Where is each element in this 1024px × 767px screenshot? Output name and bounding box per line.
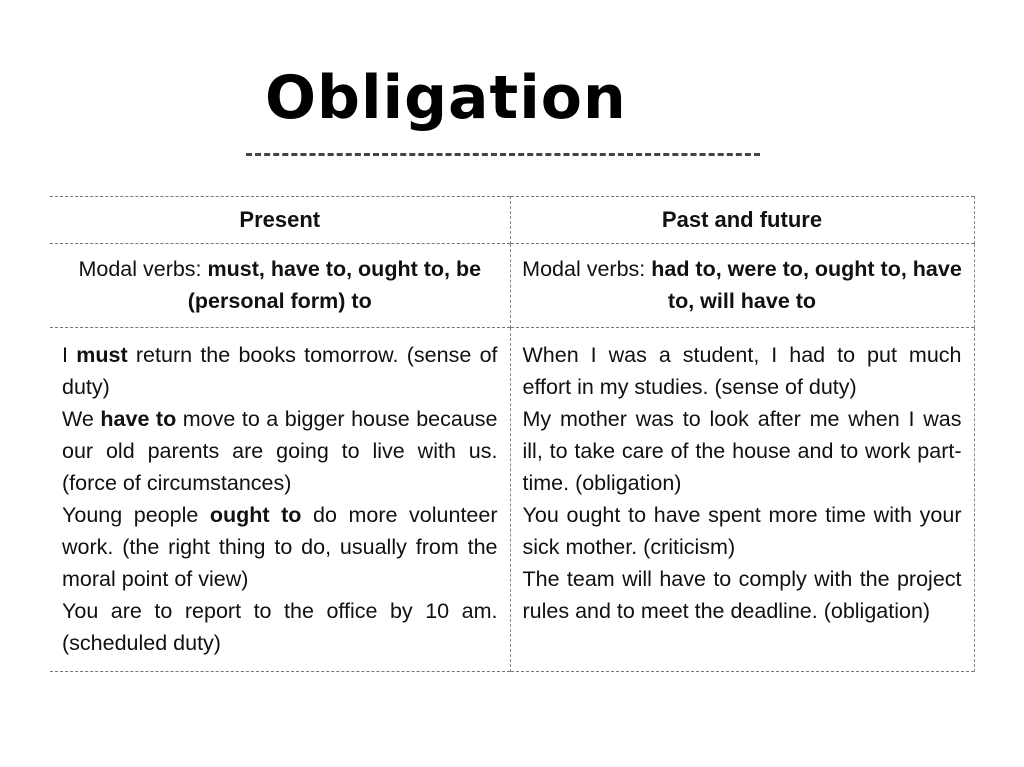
present-examples xyxy=(50,328,510,672)
past-example: The team will have to comply with the project rules and to meet the deadline. (obligation) xyxy=(522,567,962,623)
examples-row xyxy=(50,328,974,672)
header-present: Present xyxy=(239,207,321,232)
obligation-table xyxy=(50,196,975,672)
present-example: I must return the books tomorrow. (sense of duty) xyxy=(62,343,498,399)
present-modal-list: must, have to, ought to, be (personal form) to xyxy=(187,257,482,313)
header-row xyxy=(50,197,974,244)
modal-verbs-label: Modal verbs: xyxy=(78,257,208,281)
past-example: My mother was to look after me when I was ill, to take care of the house and to work part-time. (obligation) xyxy=(522,407,962,495)
present-example: Young people ought to do more volunteer work. (the right thing to do, usually from the moral point of view) xyxy=(62,503,498,591)
present-example: We have to move to a bigger house because our old parents are going to live with us. (force of circumstances) xyxy=(62,407,498,495)
modal-verbs-label: Modal verbs: xyxy=(522,257,652,281)
modal-verbs-row xyxy=(50,244,974,328)
title-underline xyxy=(246,153,760,156)
past-example: You ought to have spent more time with your sick mother. (criticism) xyxy=(522,503,962,559)
header-past-future: Past and future xyxy=(510,197,974,244)
past-modal-list: had to, were to, ought to, have to, will have to xyxy=(651,257,962,313)
present-modal-verbs xyxy=(50,244,510,328)
past-examples xyxy=(510,328,974,672)
present-example: You are to report to the office by 10 am. (scheduled duty) xyxy=(62,599,498,655)
page-title: Obligation xyxy=(265,63,627,133)
past-example: When I was a student, I had to put much effort in my studies. (sense of duty) xyxy=(522,343,962,399)
past-modal-verbs xyxy=(510,244,974,328)
